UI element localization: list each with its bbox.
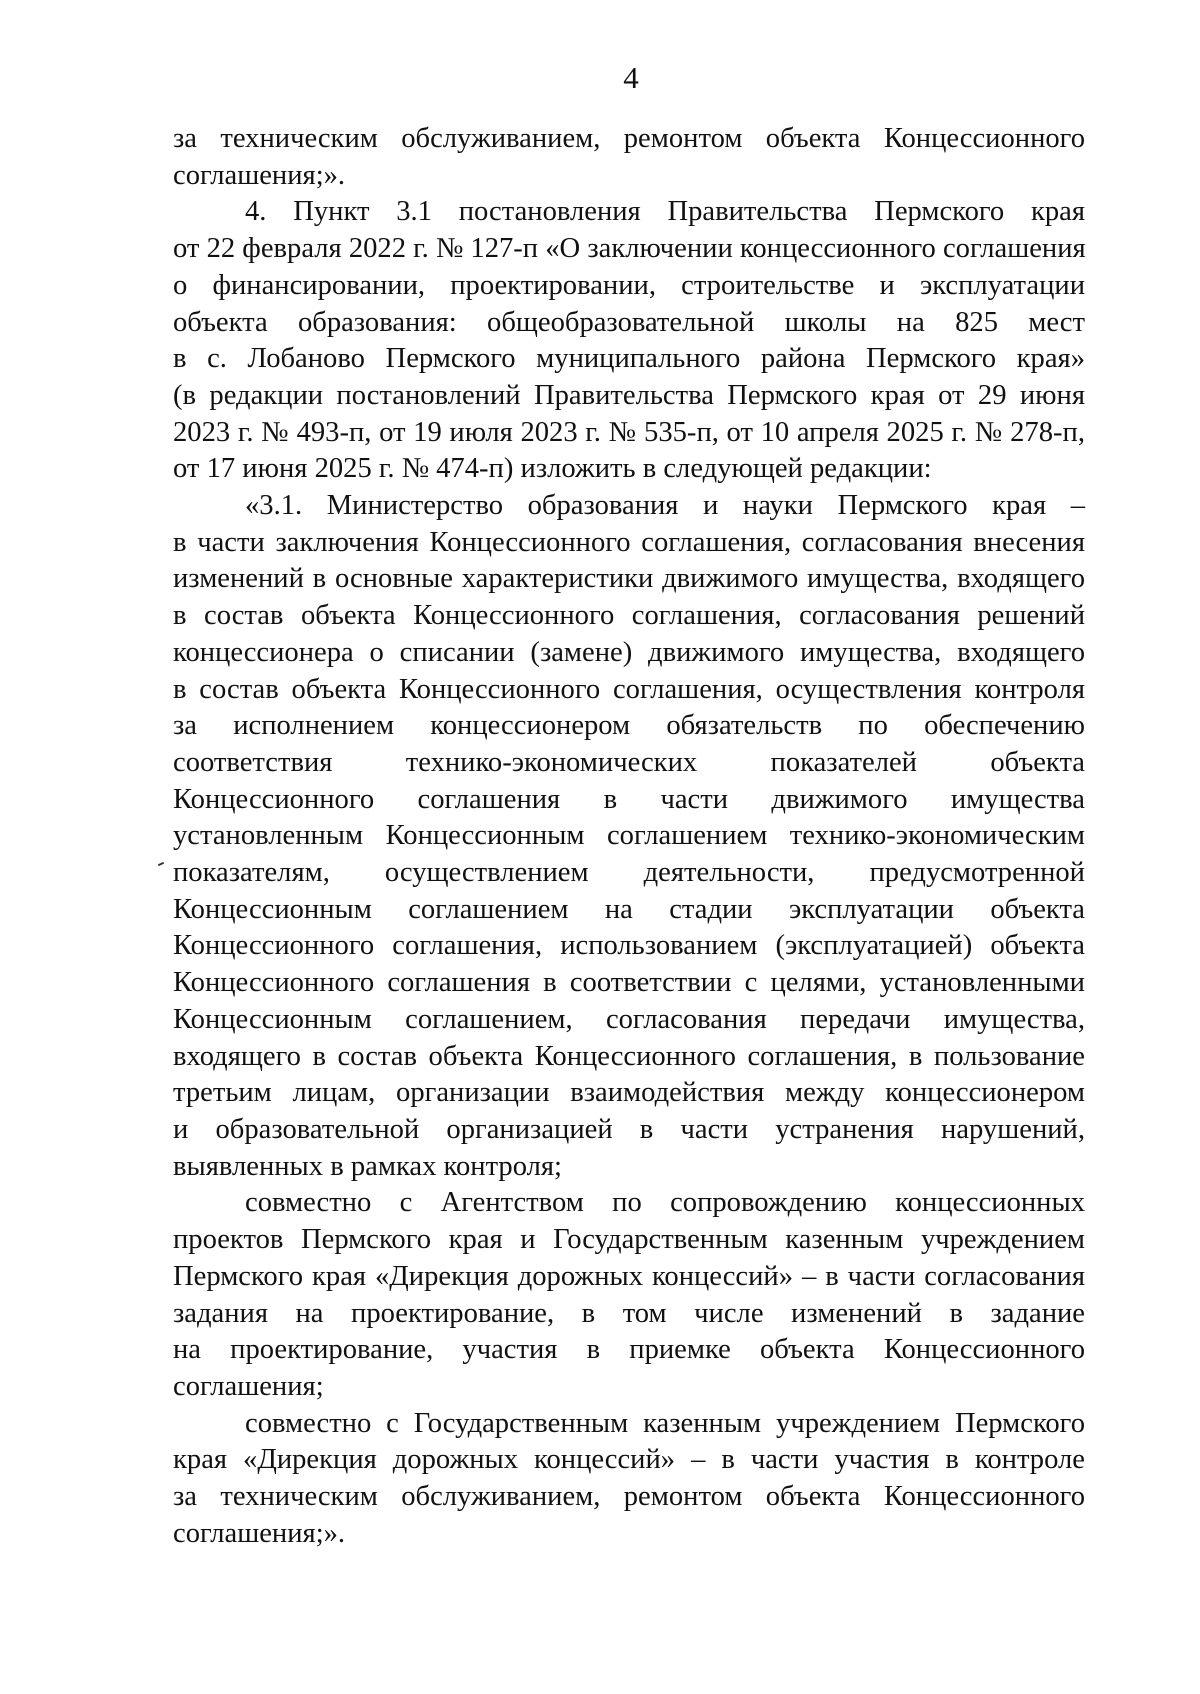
text-line: в с. Лобаново Пермского муниципального района Пермского края» (173, 343, 1085, 375)
scan-mark (158, 862, 164, 866)
text-line: выявленных в рамках контроля; (173, 1150, 563, 1182)
text-line: «3.1. Министерство образования и науки Пермского края – (245, 490, 1085, 522)
text-line: в состав объекта Концессионного соглашения, осуществления контроля (173, 673, 1085, 705)
text-line: в части заключения Концессионного соглашения, согласования внесения (173, 526, 1085, 558)
text-line: третьим лицам, организации взаимодействия между концессионером (173, 1077, 1085, 1109)
text-line: о финансировании, проектировании, строительстве и эксплуатации (173, 269, 1085, 301)
text-line: задания на проектирование, в том числе изменений в задание (173, 1297, 1085, 1329)
text-line: изменений в основные характеристики движимого имущества, входящего (173, 563, 1085, 595)
document-body (173, 121, 1085, 1552)
text-line: 4. Пункт 3.1 постановления Правительства Пермского края (245, 196, 1085, 228)
text-line: соглашения; (173, 1370, 324, 1402)
text-line: совместно с Государственным казенным учреждением Пермского (245, 1407, 1085, 1439)
paragraph-p3 (173, 488, 1085, 1185)
text-line: соглашения;». (173, 1517, 346, 1549)
text-line: от 22 февраля 2022 г. № 127-п «О заключении концессионного соглашения (173, 233, 1086, 265)
text-line: за техническим обслуживанием, ремонтом объекта Концессионного (173, 1481, 1085, 1513)
text-line: Концессионным соглашением, согласования передачи имущества, (173, 1003, 1085, 1035)
text-line: и образовательной организацией в части устранения нарушений, (173, 1113, 1085, 1145)
paragraph-p5 (173, 1406, 1085, 1553)
text-line: показателям, осуществлением деятельности, предусмотренной (173, 857, 1085, 889)
text-line: 2023 г. № 493-п, от 19 июля 2023 г. № 535-п, от 10 апреля 2025 г. № 278-п, (173, 416, 1085, 448)
paragraph-p2 (173, 194, 1085, 488)
paragraph-p4 (173, 1185, 1085, 1405)
text-line: входящего в состав объекта Концессионного соглашения, в пользование (173, 1040, 1085, 1072)
text-line: Концессионным соглашением на стадии эксплуатации объекта (173, 893, 1085, 925)
text-line: за техническим обслуживанием, ремонтом объекта Концессионного (173, 123, 1085, 154)
text-line: совместно с Агентством по сопровождению концессионных (245, 1187, 1085, 1219)
text-line: края «Дирекция дорожных концессий» – в части участия в контроле (173, 1444, 1085, 1476)
text-line: на проектирование, участия в приемке объекта Концессионного (173, 1334, 1085, 1366)
text-line: в состав объекта Концессионного соглашения, согласования решений (173, 600, 1085, 632)
text-line: от 17 июня 2025 г. № 474-п) изложить в следующей редакции: (173, 453, 932, 485)
text-line: соответствия технико-экономических показателей объекта (173, 746, 1085, 778)
page-number: 4 (623, 60, 639, 95)
text-line: установленным Концессионным соглашением технико-экономическим (173, 820, 1085, 852)
text-line: объекта образования: общеобразовательной школы на 825 мест (173, 306, 1085, 338)
paragraph-p1 (173, 121, 1085, 194)
text-line: Пермского края «Дирекция дорожных концессий» – в части согласования (173, 1260, 1085, 1292)
text-line: (в редакции постановлений Правительства Пермского края от 29 июня (173, 379, 1085, 411)
text-line: Концессионного соглашения, использованием (эксплуатацией) объекта (173, 930, 1085, 962)
text-line: Концессионного соглашения в соответствии с целями, установленными (173, 967, 1085, 999)
text-line: Концессионного соглашения в части движимого имущества (173, 783, 1085, 815)
text-line: проектов Пермского края и Государственным казенным учреждением (173, 1224, 1085, 1256)
text-line: концессионера о списании (замене) движимого имущества, входящего (173, 636, 1085, 668)
text-line: соглашения;». (173, 159, 346, 191)
text-line: за исполнением концессионером обязательств по обеспечению (173, 710, 1085, 742)
